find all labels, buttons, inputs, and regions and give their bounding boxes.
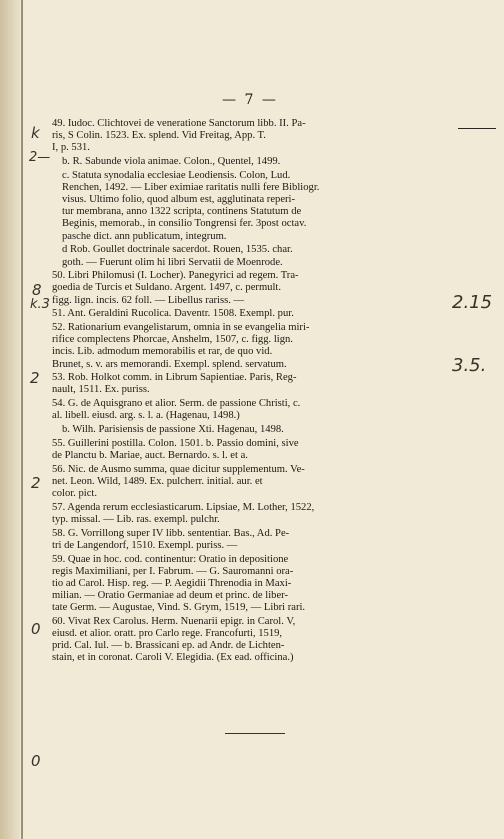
- entry-line: I, p. 531.: [52, 142, 90, 154]
- entry-line: eiusd. et alior. oratt. pro Carlo rege. Francofurti, 1519,: [52, 628, 283, 640]
- margin-note: 2—: [29, 150, 51, 165]
- entry-49: [52, 118, 452, 154]
- entry-line: tri de Langendorf, 1510. Exempl. puriss. —: [52, 539, 238, 551]
- margin-note-price: 2.15: [452, 292, 493, 313]
- margin-note: k: [31, 124, 40, 142]
- entry-line: b. Wilh. Parisiensis de passione Xti. Hagenau, 1498.: [62, 424, 284, 436]
- entry-line: 56. Nic. de Ausmo summa, quae dicitur supplementum. Ve-: [52, 463, 305, 475]
- entry-line: al. libell. eiusd. arg. s. l. a. (Hagenau, 1498.): [52, 410, 240, 422]
- margin-note: 8: [32, 281, 42, 299]
- entry-line: tate Germ. — Augustae, Vind. S. Grym, 1519, — Libri rari.: [52, 602, 306, 614]
- end-rule: [225, 733, 285, 734]
- entry-59: [52, 554, 452, 615]
- entry-line: 57. Agenda rerum ecclesiasticarum. Lipsiae, M. Lother, 1522,: [52, 501, 315, 513]
- entry-line: 53. Rob. Holkot comm. in Librum Sapientiae. Paris, Reg-: [52, 372, 297, 384]
- entry-49c: [52, 170, 452, 243]
- entry-line: Brunet, s. v. ars memorandi. Exempl. splend. servatum.: [52, 358, 287, 370]
- entry-line: 51. Ant. Geraldini Rucolica. Daventr. 1508. Exempl. pur.: [52, 308, 294, 320]
- entry-49d: [52, 244, 452, 268]
- entry-line: Beginis, memorab., in consilio Tongrensi fer. 3post octav.: [62, 218, 307, 230]
- entry-51: [52, 308, 452, 320]
- margin-note: 2: [30, 369, 40, 387]
- entry-line: typ. missal. — Lib. ras. exempl. pulchr.: [52, 513, 220, 525]
- catalogue-entries: [52, 118, 452, 666]
- margin-note-price: 3.5.: [452, 355, 487, 376]
- page-number: — 7 —: [222, 92, 278, 108]
- entry-53: [52, 372, 452, 396]
- entry-54b: [52, 424, 452, 436]
- entry-55: [52, 438, 452, 462]
- entry-line: rifice complectens Phorcae, Anshelm, 1507, c. figg. lign.: [52, 334, 293, 346]
- entry-line: 54. G. de Aquisgrano et alior. Serm. de passione Christi, c.: [52, 398, 301, 410]
- entry-50: [52, 270, 452, 306]
- entry-line: c. Statuta synodalia ecclesiae Leodiensis. Colon, Lud.: [62, 169, 291, 181]
- entry-52: [52, 322, 452, 371]
- entry-line: milian. — Oratio Germaniae ad deum et princ. de liber-: [52, 590, 289, 602]
- margin-dash: [458, 128, 496, 129]
- entry-line: net. Leon. Wild, 1489. Ex. pulcherr. initial. aur. et: [52, 475, 263, 487]
- entry-line: ris, S Colin. 1523. Ex. splend. Vid Freitag, App. T.: [52, 130, 266, 142]
- entry-line: de Planctu b. Mariae, auct. Bernardo. s. l. et a.: [52, 450, 248, 461]
- entry-line: Renchen, 1492. — Liber eximiae raritatis nulli fere Bibliogr.: [62, 181, 320, 193]
- entry-line: 49. Iudoc. Clichtovei de veneratione Sanctorum libb. II. Pa-: [52, 118, 306, 129]
- entry-line: tio ad Carol. Hisp. reg. — P. Aegidii Threnodia in Maxi-: [52, 577, 292, 589]
- entry-line: goth. — Fuerunt olim hi libri Servatii de Moenrode.: [62, 256, 283, 268]
- entry-56: [52, 464, 452, 500]
- entry-line: nault, 1511. Ex. puriss.: [52, 384, 150, 396]
- entry-57: [52, 502, 452, 526]
- entry-54: [52, 398, 452, 422]
- entry-line: 60. Vivat Rex Carolus. Herm. Nuenarii epigr. in Carol. V,: [52, 616, 296, 627]
- entry-line: d Rob. Goullet doctrinale sacerdot. Rouen, 1535. char.: [62, 244, 293, 256]
- entry-line: 59. Quae in hoc. cod. continentur: Oratio in depositione: [52, 553, 289, 565]
- entry-line: prid. Cal. Iul. — b. Brassicani ep. ad Andr. de Lichten-: [52, 640, 285, 652]
- entry-line: 50. Libri Philomusi (I. Locher). Panegyrici ad regem. Tra-: [52, 270, 299, 282]
- entry-line: 58. G. Vorrillong super IV libb. sententiar. Bas., Ad. Pe-: [52, 527, 290, 539]
- entry-line: tur membrana, anno 1322 scripta, continens Statutum de: [62, 206, 302, 218]
- entry-line: figg. lign. incis. 62 foll. — Libellus rariss. —: [52, 294, 245, 306]
- entry-line: stain, et in coronat. Caroli V. Elegidia. (Ex ead. officina.): [52, 652, 294, 664]
- entry-line: incis. Lib. admodum memorabilis et rar, de quo vid.: [52, 346, 273, 358]
- margin-note: 0: [31, 752, 41, 770]
- entry-line: pasche dict. ann publicatum, integrum.: [62, 230, 227, 242]
- entry-line: regis Maximiliani, per I. Fabrum. — G. Sauromanni ora-: [52, 565, 294, 577]
- entry-49b: [52, 156, 452, 168]
- entry-line: visus. Ultimo folio, quod album est, agglutinata reperi-: [62, 194, 296, 206]
- entry-line: goedia de Turcis et Suldano. Argent. 1497, c. permult.: [52, 282, 282, 294]
- margin-note: k.3: [30, 297, 50, 312]
- margin-note: 0: [31, 620, 41, 638]
- entry-line: 52. Rationarium evangelistarum, omnia in se evangelia miri-: [52, 322, 310, 334]
- entry-line: color. pict.: [52, 488, 98, 500]
- entry-58: [52, 528, 452, 552]
- entry-60: [52, 616, 452, 665]
- entry-line: 55. Guillerini postilla. Colon. 1501. b. Passio domini, sive: [52, 437, 299, 449]
- page-edge: [0, 0, 20, 839]
- page-fold: [21, 0, 23, 839]
- margin-note: 2: [31, 474, 41, 492]
- entry-line: b. R. Sabunde viola animae. Colon., Quentel, 1499.: [62, 156, 281, 168]
